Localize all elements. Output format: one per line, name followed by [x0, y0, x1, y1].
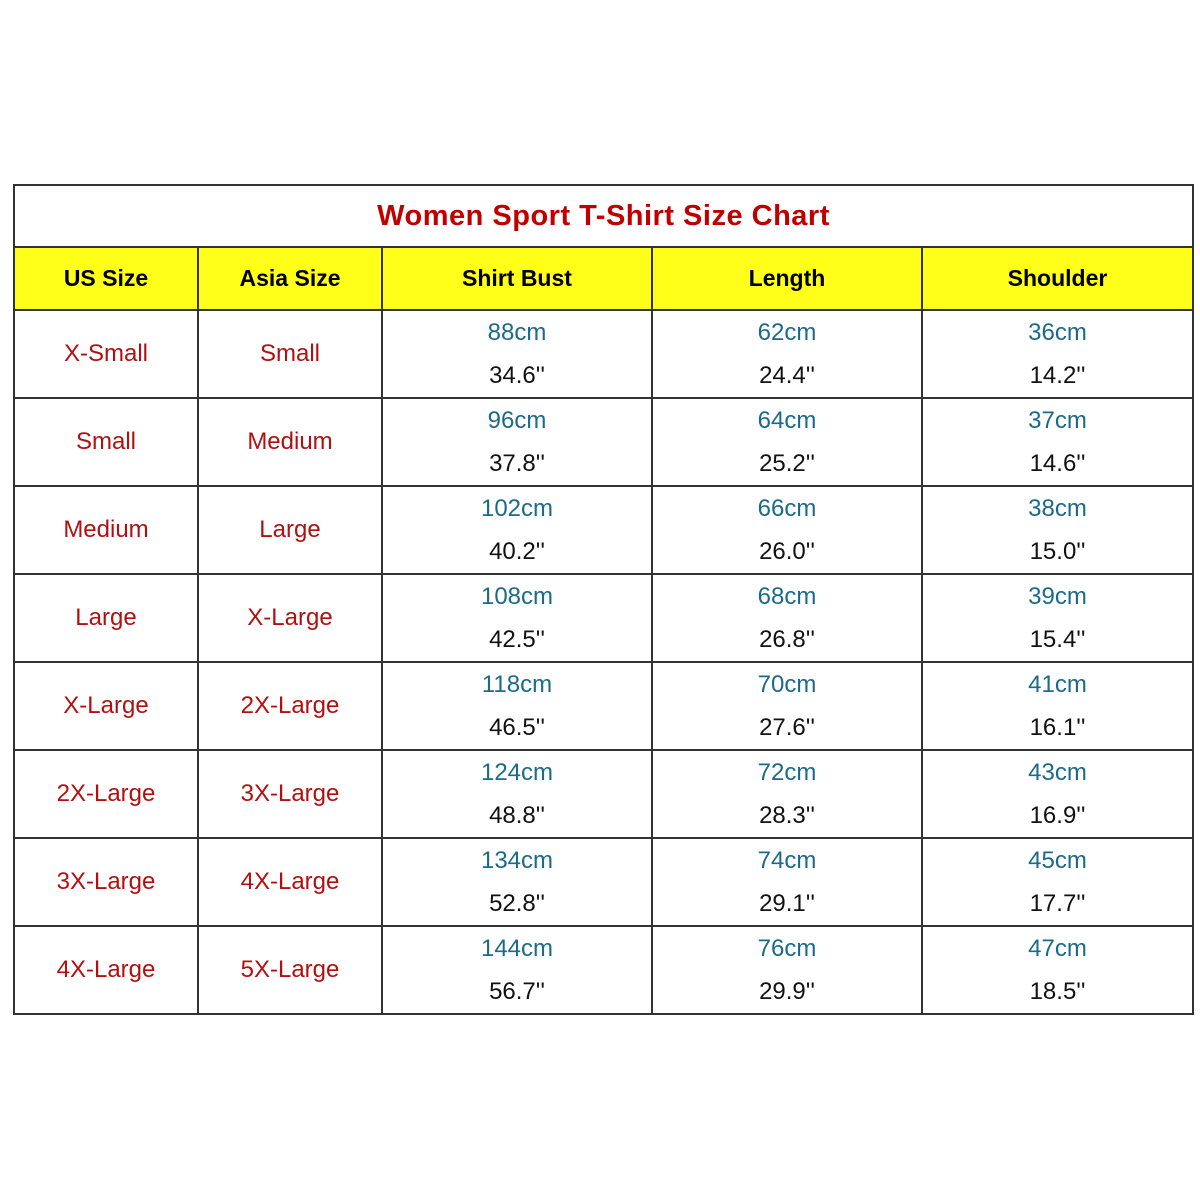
shoulder-cell-inch: 14.2''	[1029, 361, 1086, 389]
shoulder-cell	[922, 486, 1193, 574]
table-row	[14, 838, 1193, 926]
header-us-size: US Size	[14, 247, 198, 310]
length-cell-inch: 28.3''	[759, 801, 815, 829]
shoulder-cell-inch: 18.5''	[1029, 977, 1086, 1005]
length-cell-cm: 64cm	[757, 406, 817, 434]
length-cell	[652, 574, 922, 662]
shoulder-cell	[922, 838, 1193, 926]
us-size-cell: 2X-Large	[14, 750, 198, 838]
shoulder-cell-cm: 43cm	[1028, 758, 1087, 786]
shoulder-cell	[922, 662, 1193, 750]
asia-size-cell: 4X-Large	[198, 838, 382, 926]
shoulder-cell-cm: 38cm	[1028, 494, 1087, 522]
us-size-cell: 4X-Large	[14, 926, 198, 1014]
asia-size-cell: X-Large	[198, 574, 382, 662]
length-cell-cm: 66cm	[757, 494, 817, 522]
shirt-bust-cell	[382, 398, 652, 486]
shoulder-cell-cm: 36cm	[1028, 318, 1087, 346]
length-cell	[652, 662, 922, 750]
shirt-bust-cell-inch: 34.6''	[489, 361, 545, 389]
asia-size-cell: Large	[198, 486, 382, 574]
us-size-cell: Small	[14, 398, 198, 486]
table-row	[14, 398, 1193, 486]
table-row	[14, 662, 1193, 750]
length-cell-inch: 25.2''	[759, 449, 815, 477]
shirt-bust-cell-inch: 40.2''	[489, 537, 545, 565]
length-cell-inch: 27.6''	[759, 713, 815, 741]
shoulder-cell-cm: 41cm	[1028, 670, 1087, 698]
shirt-bust-cell-cm: 134cm	[480, 846, 554, 874]
length-cell-inch: 26.0''	[759, 537, 815, 565]
length-cell-cm: 68cm	[757, 582, 817, 610]
shoulder-cell-inch: 15.0''	[1029, 537, 1086, 565]
shoulder-cell-inch: 14.6''	[1029, 449, 1086, 477]
table-row	[14, 310, 1193, 398]
length-cell	[652, 486, 922, 574]
shirt-bust-cell-inch: 52.8''	[489, 889, 545, 917]
shoulder-cell-inch: 15.4''	[1029, 625, 1086, 653]
shoulder-cell	[922, 926, 1193, 1014]
table-row	[14, 486, 1193, 574]
header-shoulder: Shoulder	[922, 247, 1193, 310]
shirt-bust-cell	[382, 574, 652, 662]
length-cell	[652, 838, 922, 926]
shoulder-cell-cm: 37cm	[1028, 406, 1087, 434]
table-row	[14, 926, 1193, 1014]
header-length: Length	[652, 247, 922, 310]
shirt-bust-cell-cm: 102cm	[480, 494, 554, 522]
title-row	[14, 185, 1193, 247]
us-size-cell: X-Large	[14, 662, 198, 750]
table-row	[14, 750, 1193, 838]
length-cell-cm: 76cm	[757, 934, 817, 962]
length-cell	[652, 310, 922, 398]
header-asia-size: Asia Size	[198, 247, 382, 310]
shirt-bust-cell-cm: 96cm	[487, 406, 547, 434]
length-cell-cm: 74cm	[757, 846, 817, 874]
length-cell	[652, 750, 922, 838]
shirt-bust-cell-inch: 56.7''	[489, 977, 545, 1005]
shirt-bust-cell	[382, 926, 652, 1014]
shirt-bust-cell-inch: 42.5''	[489, 625, 545, 653]
shirt-bust-cell	[382, 838, 652, 926]
length-cell-cm: 70cm	[757, 670, 817, 698]
length-cell-inch: 29.9''	[759, 977, 815, 1005]
shoulder-cell-cm: 39cm	[1028, 582, 1087, 610]
chart-title: Women Sport T-Shirt Size Chart	[14, 185, 1193, 247]
shoulder-cell-inch: 16.9''	[1029, 801, 1086, 829]
length-cell-inch: 29.1''	[759, 889, 815, 917]
length-cell-cm: 62cm	[757, 318, 817, 346]
length-cell-cm: 72cm	[757, 758, 817, 786]
size-table-body	[14, 310, 1193, 1014]
us-size-cell: Large	[14, 574, 198, 662]
length-cell	[652, 926, 922, 1014]
shirt-bust-cell-cm: 144cm	[480, 934, 554, 962]
us-size-cell: Medium	[14, 486, 198, 574]
shirt-bust-cell-inch: 48.8''	[489, 801, 545, 829]
shirt-bust-cell	[382, 662, 652, 750]
shoulder-cell	[922, 398, 1193, 486]
shoulder-cell	[922, 750, 1193, 838]
shirt-bust-cell-cm: 124cm	[480, 758, 554, 786]
asia-size-cell: 3X-Large	[198, 750, 382, 838]
header-row	[14, 247, 1193, 310]
length-cell-inch: 26.8''	[759, 625, 815, 653]
shirt-bust-cell	[382, 310, 652, 398]
us-size-cell: X-Small	[14, 310, 198, 398]
shirt-bust-cell	[382, 486, 652, 574]
asia-size-cell: 5X-Large	[198, 926, 382, 1014]
asia-size-cell: Small	[198, 310, 382, 398]
shirt-bust-cell-cm: 88cm	[487, 318, 547, 346]
shirt-bust-cell-cm: 108cm	[480, 582, 554, 610]
shoulder-cell	[922, 310, 1193, 398]
shoulder-cell-inch: 16.1''	[1029, 713, 1086, 741]
shirt-bust-cell-inch: 46.5''	[489, 713, 545, 741]
shoulder-cell-cm: 45cm	[1028, 846, 1087, 874]
shirt-bust-cell	[382, 750, 652, 838]
asia-size-cell: Medium	[198, 398, 382, 486]
shoulder-cell-cm: 47cm	[1028, 934, 1087, 962]
length-cell-inch: 24.4''	[759, 361, 815, 389]
header-shirt-bust: Shirt Bust	[382, 247, 652, 310]
asia-size-cell: 2X-Large	[198, 662, 382, 750]
size-chart-table	[13, 184, 1194, 1015]
length-cell	[652, 398, 922, 486]
shoulder-cell	[922, 574, 1193, 662]
us-size-cell: 3X-Large	[14, 838, 198, 926]
table-row	[14, 574, 1193, 662]
shirt-bust-cell-inch: 37.8''	[489, 449, 545, 477]
shoulder-cell-inch: 17.7''	[1029, 889, 1086, 917]
shirt-bust-cell-cm: 118cm	[481, 670, 553, 698]
